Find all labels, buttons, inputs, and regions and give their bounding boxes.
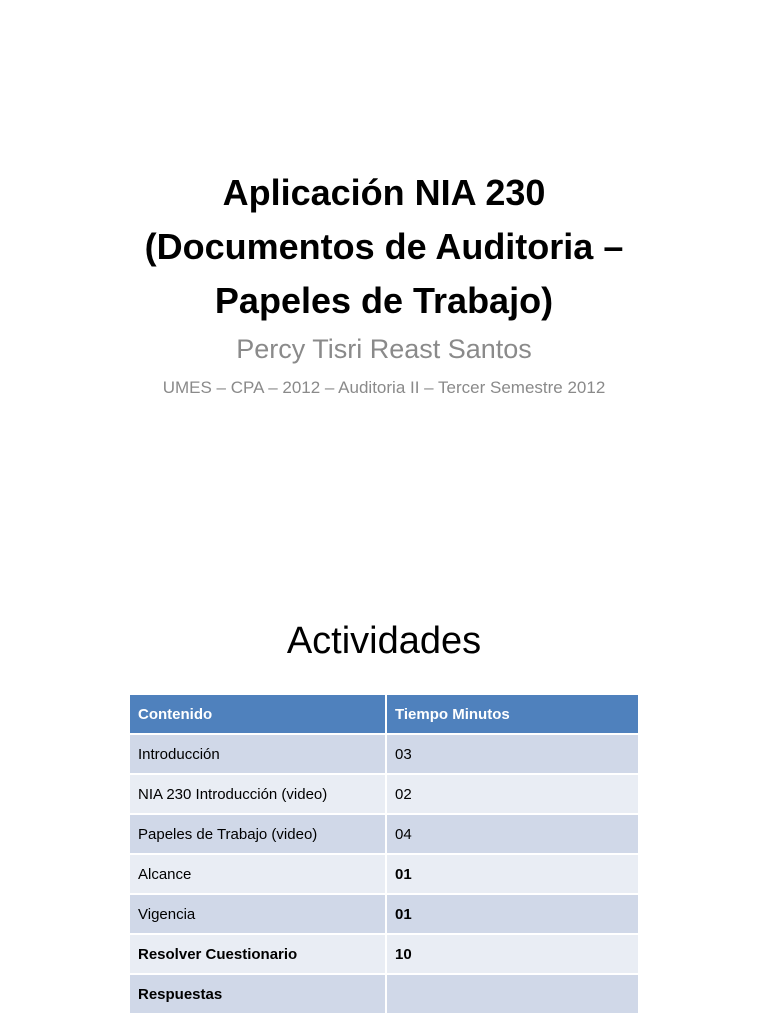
cell-tiempo: 01 (386, 854, 639, 894)
table-header-row (129, 694, 639, 734)
table-row (129, 734, 639, 774)
cell-contenido: NIA 230 Introducción (video) (129, 774, 386, 814)
cell-contenido: Resolver Cuestionario (129, 934, 386, 974)
cell-tiempo: 10 (386, 934, 639, 974)
header-contenido: Contenido (129, 694, 386, 734)
cell-tiempo: 03 (386, 734, 639, 774)
course-subtitle: UMES – CPA – 2012 – Auditoria II – Tercer Semestre 2012 (162, 378, 606, 397)
table-row (129, 974, 639, 1014)
cell-contenido: Respuestas (129, 974, 386, 1014)
table-row (129, 894, 639, 934)
author-name: Percy Tisri Reast Santos (236, 334, 532, 364)
table-row (129, 774, 639, 814)
cell-contenido: Papeles de Trabajo (video) (129, 814, 386, 854)
title-line-2: (Documentos de Auditoria – (144, 226, 624, 267)
cell-tiempo (386, 974, 639, 1014)
cell-tiempo: 04 (386, 814, 639, 854)
activities-slide (0, 576, 768, 1024)
cell-contenido: Alcance (129, 854, 386, 894)
activities-title: Actividades (286, 620, 482, 662)
table-row (129, 814, 639, 854)
cell-contenido: Vigencia (129, 894, 386, 934)
header-tiempo: Tiempo Minutos (386, 694, 639, 734)
activities-table (128, 693, 640, 1015)
cell-tiempo: 01 (386, 894, 639, 934)
slide-title (40, 166, 728, 328)
table-row (129, 854, 639, 894)
title-line-1: Aplicación NIA 230 (222, 172, 546, 213)
cell-tiempo: 02 (386, 774, 639, 814)
cell-contenido: Introducción (129, 734, 386, 774)
table-row (129, 934, 639, 974)
title-line-3: Papeles de Trabajo) (214, 280, 554, 321)
